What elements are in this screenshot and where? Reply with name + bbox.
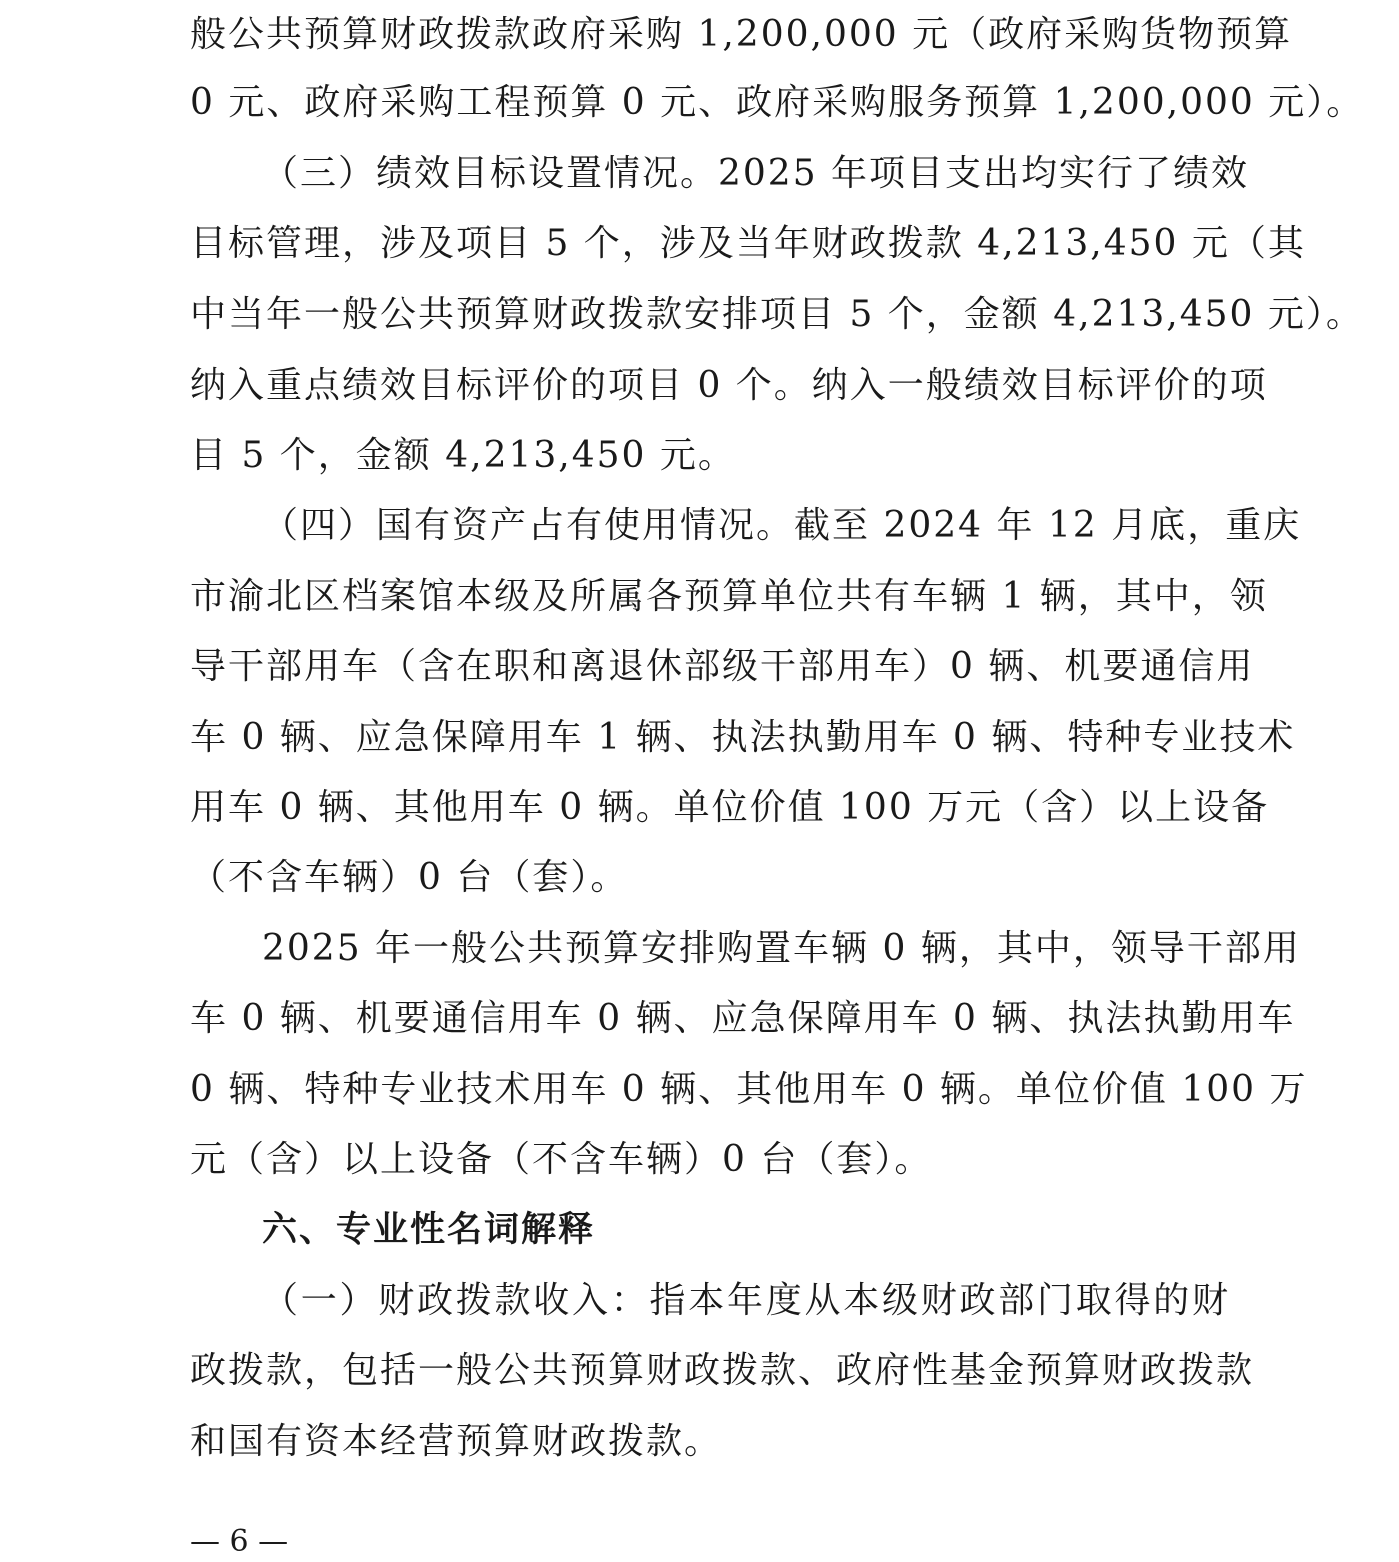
text-line: 和国有资本经营预算财政拨款。: [190, 1421, 723, 1462]
text-line: 市渝北区档案馆本级及所属各预算单位共有车辆 1 辆，其中，领: [190, 576, 1268, 617]
text-line: 元（含）以上设备（不含车辆）0 台（套）。: [190, 1139, 933, 1180]
text-line: 0 辆、特种专业技术用车 0 辆、其他用车 0 辆。单位价值 100 万: [190, 1069, 1308, 1110]
section-title-glossary: 六、专业性名词解释: [262, 1210, 596, 1250]
text-line: 用车 0 辆、其他用车 0 辆。单位价值 100 万元（含）以上设备: [190, 787, 1270, 828]
paragraph-vehicles-2025: 2025 年一般公共预算安排购置车辆 0 辆，其中，领导干部用: [262, 928, 1301, 969]
page-number: — 6 —: [190, 1524, 289, 1559]
section-heading-performance: （三）绩效目标设置情况。2025 年项目支出均实行了绩效: [262, 153, 1250, 194]
section-heading-assets: （四）国有资产占有使用情况。截至 2024 年 12 月底，重庆: [262, 505, 1302, 546]
text-line: 车 0 辆、应急保障用车 1 辆、执法执勤用车 0 辆、特种专业技术: [190, 717, 1296, 758]
glossary-item-fiscal-income: （一）财政拨款收入：指本年度从本级财政部门取得的财: [262, 1280, 1230, 1321]
text-line: 目标管理，涉及项目 5 个，涉及当年财政拨款 4,213,450 元（其: [190, 223, 1306, 264]
text-line: 中当年一般公共预算财政拨款安排项目 5 个，金额 4,213,450 元）。: [190, 294, 1364, 335]
text-line: 政拨款，包括一般公共预算财政拨款、政府性基金预算财政拨款: [190, 1350, 1255, 1391]
text-line: 0 元、政府采购工程预算 0 元、政府采购服务预算 1,200,000 元）。: [190, 82, 1365, 123]
text-line: 目 5 个，金额 4,213,450 元。: [190, 435, 736, 476]
text-line: 车 0 辆、机要通信用车 0 辆、应急保障用车 0 辆、执法执勤用车: [190, 998, 1296, 1039]
text-line: 导干部用车（含在职和离退休部级干部用车）0 辆、机要通信用: [190, 646, 1255, 687]
text-line: 般公共预算财政拨款政府采购 1,200,000 元（政府采购货物预算: [190, 14, 1293, 55]
text-line: （不含车辆）0 台（套）。: [190, 857, 629, 898]
text-line: 纳入重点绩效目标评价的项目 0 个。纳入一般绩效目标评价的项: [190, 365, 1268, 406]
